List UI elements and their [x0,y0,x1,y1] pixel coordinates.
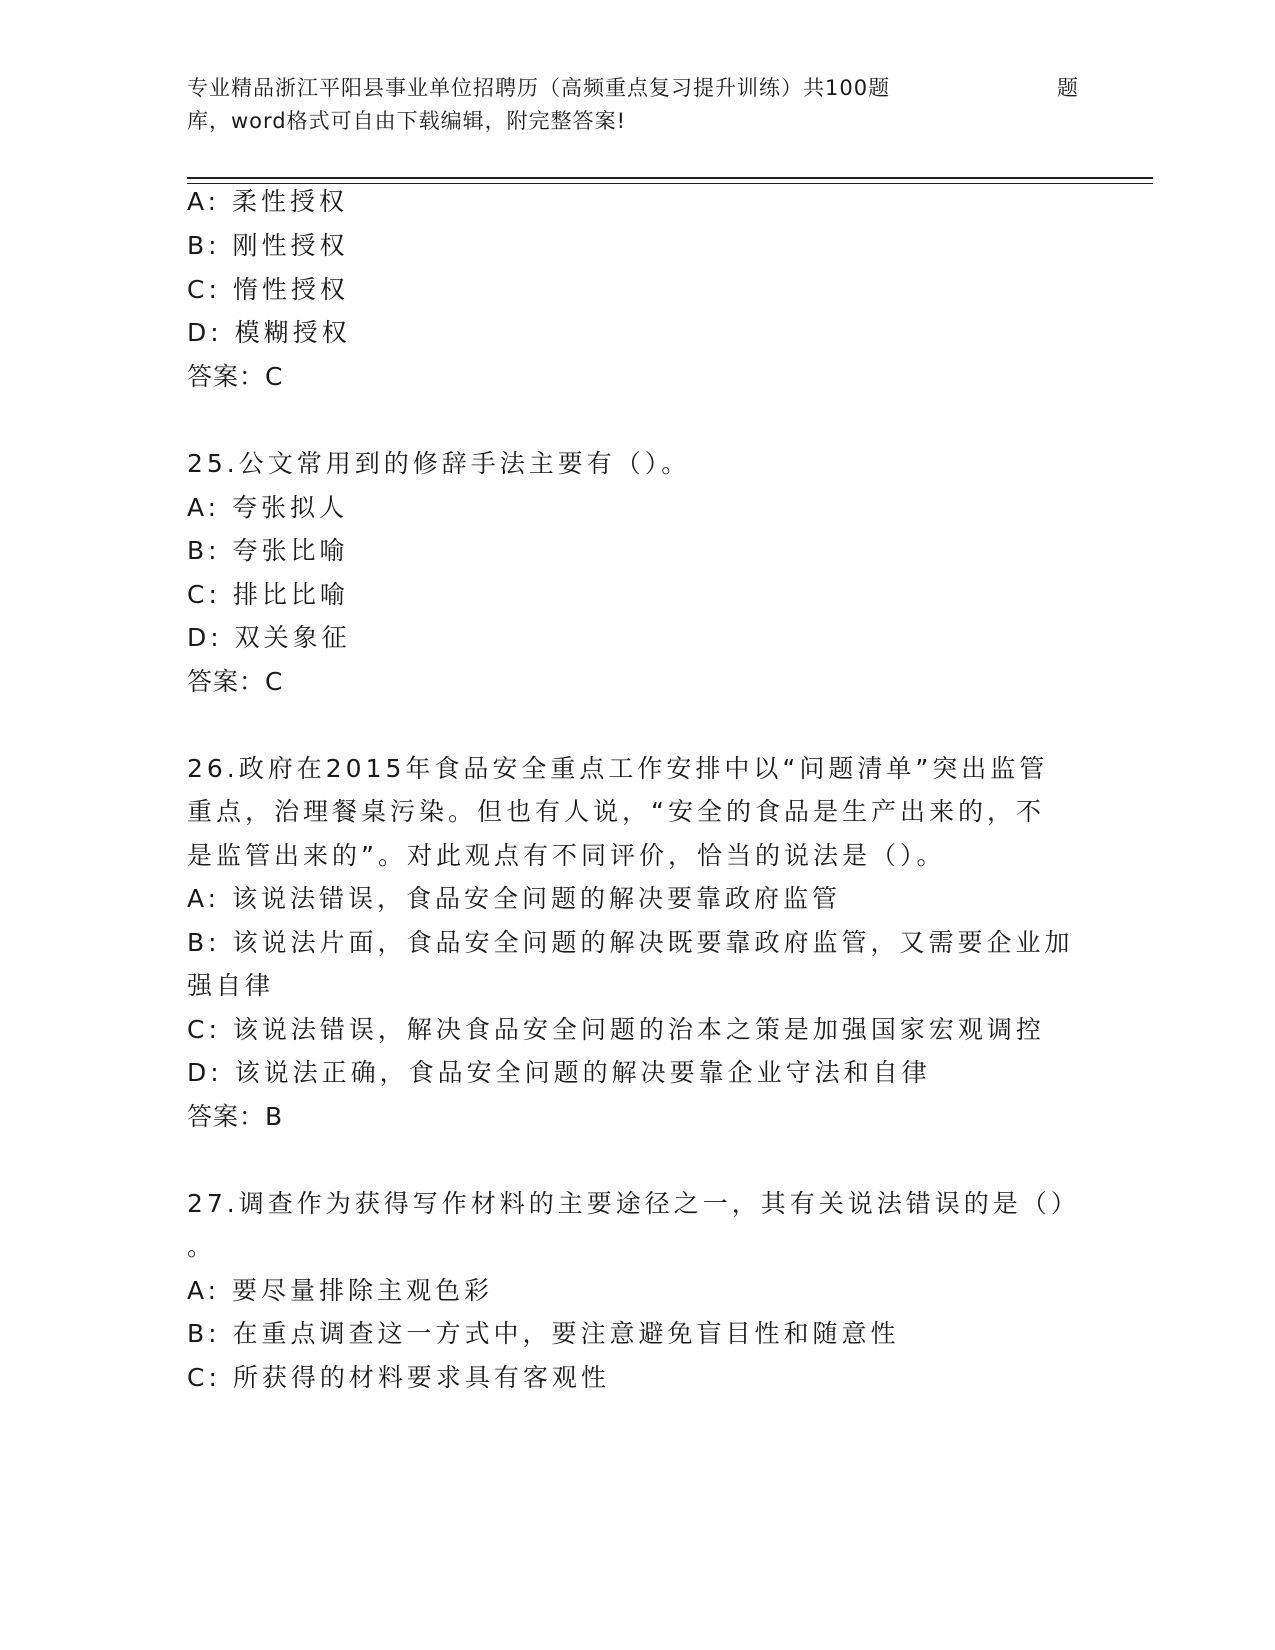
q24-option-b: B: 刚性授权 [187,231,349,260]
q27-stem-line-1: 27.调查作为获得写作材料的主要途径之一，其有关说法错误的是（） [187,1189,1080,1218]
q26-stem-line-2: 重点，治理餐桌污染。但也有人说，“安全的食品是生产出来的，不 [187,797,1045,826]
q26-stem-line-3: 是监管出来的”。对此观点有不同评价，恰当的说法是（）。 [187,841,946,870]
q26-option-a: A: 该说法错误，食品安全问题的解决要靠政府监管 [187,884,842,913]
header-divider-thick [187,177,1153,179]
q24-answer: 答案：C [187,362,284,391]
q25-stem: 25.公文常用到的修辞手法主要有（）。 [187,449,691,478]
q25-option-d: D: 双关象征 [187,623,351,652]
q26-answer: 答案：B [187,1102,284,1131]
q25-answer: 答案：C [187,667,284,696]
q26-option-b-cont: 强自律 [187,971,275,1000]
q24-option-c: C: 惰性授权 [187,275,349,304]
q25-option-c: C: 排比比喻 [187,580,349,609]
q26-option-d: D: 该说法正确，食品安全问题的解决要靠企业守法和自律 [187,1058,931,1087]
q26-option-c: C: 该说法错误，解决食品安全问题的治本之策是加强国家宏观调控 [187,1015,1045,1044]
document-header [187,72,1087,138]
q27-option-c: C: 所获得的材料要求具有客观性 [187,1363,610,1392]
q24-option-a: A: 柔性授权 [187,187,349,216]
q25-option-b: B: 夸张比喻 [187,536,349,565]
q27-option-b: B: 在重点调查这一方式中，要注意避免盲目性和随意性 [187,1319,900,1348]
q27-stem-line-2: 。 [187,1232,217,1261]
header-line-1: 专业精品浙江平阳县事业单位招聘历（高频重点复习提升训练）共100题 [187,76,891,100]
q26-option-b: B: 该说法片面，食品安全问题的解决既要靠政府监管，又需要企业加 [187,928,1074,957]
q26-stem-line-1: 26.政府在2015年食品安全重点工作安排中以“问题清单”突出监管 [187,754,1049,783]
header-line-1-tail: 题 [1057,76,1079,100]
q27-option-a: A: 要尽量排除主观色彩 [187,1276,494,1305]
q24-option-d: D: 模糊授权 [187,318,351,347]
q25-option-a: A: 夸张拟人 [187,493,349,522]
header-line-2: 库，word格式可自由下载编辑，附完整答案! [187,109,627,133]
header-divider-thin [187,183,1153,184]
